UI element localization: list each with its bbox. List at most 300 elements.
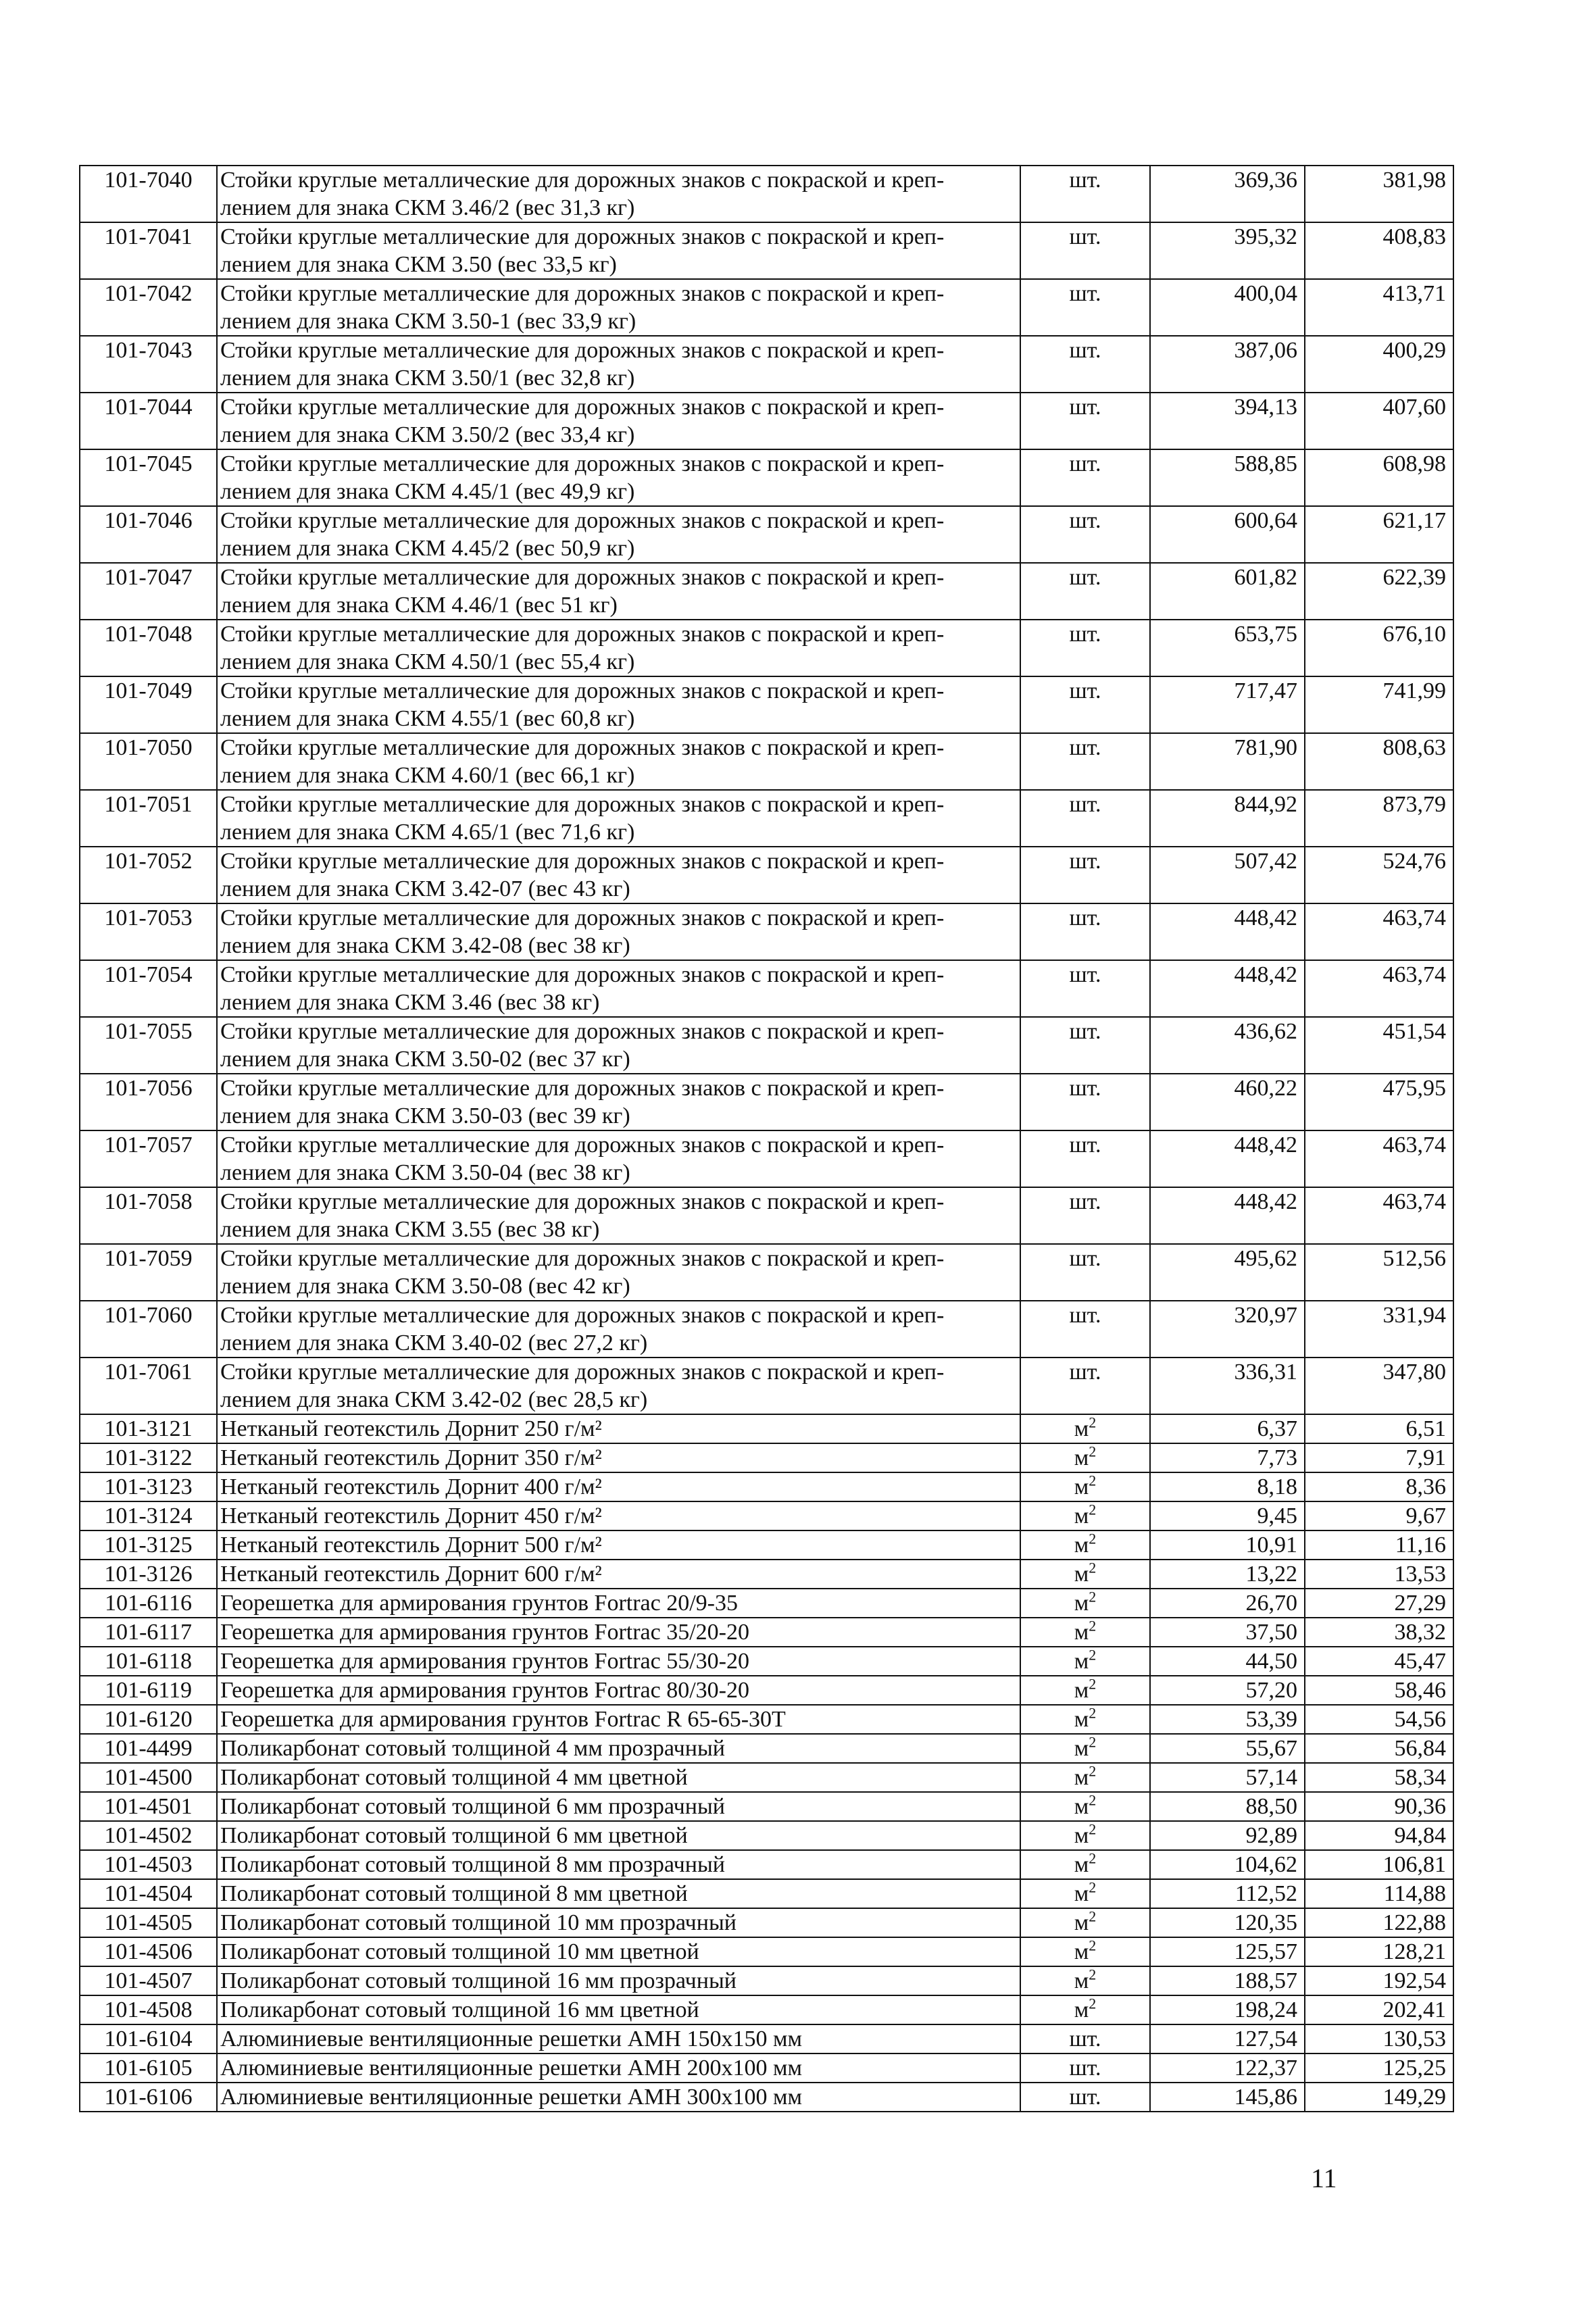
unit-label: шт. bbox=[1069, 2056, 1101, 2081]
item-description bbox=[217, 393, 1020, 449]
item-description bbox=[217, 2083, 1020, 2112]
unit-exponent: 2 bbox=[1089, 1850, 1097, 1867]
unit-label: м bbox=[1074, 1852, 1089, 1877]
table-row bbox=[80, 1130, 1453, 1187]
item-description bbox=[217, 790, 1020, 847]
description-line: Стойки круглые металлические для дорожных знаков с покраской и креп- bbox=[220, 1246, 945, 1271]
unit-exponent: 2 bbox=[1089, 1589, 1097, 1605]
table-row bbox=[80, 1763, 1453, 1792]
price-2: 347,80 bbox=[1305, 1358, 1453, 1414]
table-row bbox=[80, 1879, 1453, 1908]
description-line: лением для знака СКМ 3.42-08 (вес 38 кг) bbox=[220, 933, 630, 958]
price-2: 741,99 bbox=[1305, 676, 1453, 733]
price-2: 676,10 bbox=[1305, 620, 1453, 676]
price-2: 38,32 bbox=[1305, 1618, 1453, 1647]
price-1: 495,62 bbox=[1150, 1244, 1305, 1301]
item-code: 101-7061 bbox=[80, 1358, 217, 1414]
item-code: 101-4504 bbox=[80, 1879, 217, 1908]
description-line: Георешетка для армирования грунтов Fortrac R 65-65-30T bbox=[220, 1707, 786, 1732]
price-2: 524,76 bbox=[1305, 847, 1453, 903]
unit-label: шт. bbox=[1069, 224, 1101, 249]
item-description bbox=[217, 847, 1020, 903]
item-unit bbox=[1020, 449, 1150, 506]
item-description bbox=[217, 1589, 1020, 1618]
description-line: Стойки круглые металлические для дорожных знаков с покраской и креп- bbox=[220, 678, 945, 703]
item-code: 101-3124 bbox=[80, 1501, 217, 1530]
unit-label: шт. bbox=[1069, 792, 1101, 817]
price-table bbox=[79, 165, 1454, 2112]
price-1: 588,85 bbox=[1150, 449, 1305, 506]
item-code: 101-6120 bbox=[80, 1705, 217, 1734]
unit-label: м bbox=[1074, 1533, 1089, 1558]
price-1: 395,32 bbox=[1150, 222, 1305, 279]
price-2: 58,34 bbox=[1305, 1763, 1453, 1792]
unit-exponent: 2 bbox=[1089, 1734, 1097, 1751]
item-description bbox=[217, 1966, 1020, 1995]
description-line: Нетканый геотекстиль Дорнит 600 г/м² bbox=[220, 1562, 602, 1587]
item-code: 101-3125 bbox=[80, 1530, 217, 1560]
price-2: 407,60 bbox=[1305, 393, 1453, 449]
table-row bbox=[80, 847, 1453, 903]
item-description bbox=[217, 222, 1020, 279]
table-row bbox=[80, 166, 1453, 222]
price-1: 145,86 bbox=[1150, 2083, 1305, 2112]
item-code: 101-7053 bbox=[80, 903, 217, 960]
item-code: 101-6117 bbox=[80, 1618, 217, 1647]
price-1: 400,04 bbox=[1150, 279, 1305, 336]
description-line: лением для знака СКМ 3.46/2 (вес 31,3 кг) bbox=[220, 195, 635, 220]
page-number: 11 bbox=[1311, 2163, 1337, 2193]
item-code: 101-4503 bbox=[80, 1850, 217, 1879]
price-2: 873,79 bbox=[1305, 790, 1453, 847]
price-1: 436,62 bbox=[1150, 1017, 1305, 1074]
item-code: 101-7047 bbox=[80, 563, 217, 620]
unit-label: шт. bbox=[1069, 735, 1101, 760]
description-line: Стойки круглые металлические для дорожных знаков с покраской и креп- bbox=[220, 1360, 945, 1385]
item-description bbox=[217, 1074, 1020, 1130]
item-unit bbox=[1020, 1966, 1150, 1995]
unit-exponent: 2 bbox=[1089, 1879, 1097, 1896]
price-1: 26,70 bbox=[1150, 1589, 1305, 1618]
description-line: Алюминиевые вентиляционные решетки АМН 200х100 мм bbox=[220, 2056, 802, 2081]
price-2: 621,17 bbox=[1305, 506, 1453, 563]
item-code: 101-7051 bbox=[80, 790, 217, 847]
item-unit bbox=[1020, 1244, 1150, 1301]
table-row bbox=[80, 1358, 1453, 1414]
unit-exponent: 2 bbox=[1089, 1414, 1097, 1431]
unit-label: м bbox=[1074, 1997, 1089, 2022]
item-unit bbox=[1020, 1414, 1150, 1443]
item-description bbox=[217, 960, 1020, 1017]
item-unit bbox=[1020, 676, 1150, 733]
price-1: 387,06 bbox=[1150, 336, 1305, 393]
unit-exponent: 2 bbox=[1089, 1908, 1097, 1925]
price-2: 8,36 bbox=[1305, 1472, 1453, 1501]
item-description bbox=[217, 2024, 1020, 2053]
unit-label: м bbox=[1074, 1939, 1089, 1964]
unit-label: шт. bbox=[1069, 338, 1101, 363]
table-row bbox=[80, 1187, 1453, 1244]
table-row bbox=[80, 1937, 1453, 1966]
description-line: лением для знака СКМ 4.45/2 (вес 50,9 кг) bbox=[220, 536, 635, 561]
unit-exponent: 2 bbox=[1089, 1472, 1097, 1489]
item-description bbox=[217, 1879, 1020, 1908]
price-1: 844,92 bbox=[1150, 790, 1305, 847]
price-1: 112,52 bbox=[1150, 1879, 1305, 1908]
table-row bbox=[80, 1850, 1453, 1879]
price-2: 408,83 bbox=[1305, 222, 1453, 279]
description-line: лением для знака СКМ 3.50-04 (вес 38 кг) bbox=[220, 1160, 630, 1185]
description-line: Поликарбонат сотовый толщиной 4 мм цветной bbox=[220, 1765, 688, 1790]
price-1: 104,62 bbox=[1150, 1850, 1305, 1879]
item-code: 101-6116 bbox=[80, 1589, 217, 1618]
unit-label: шт. bbox=[1069, 565, 1101, 590]
price-1: 13,22 bbox=[1150, 1560, 1305, 1589]
item-description bbox=[217, 1501, 1020, 1530]
table-row bbox=[80, 1676, 1453, 1705]
description-line: Поликарбонат сотовый толщиной 6 мм прозрачный bbox=[220, 1794, 725, 1819]
unit-label: шт. bbox=[1069, 849, 1101, 874]
unit-label: шт. bbox=[1069, 2085, 1101, 2110]
price-2: 128,21 bbox=[1305, 1937, 1453, 1966]
item-description bbox=[217, 1618, 1020, 1647]
table-row bbox=[80, 1908, 1453, 1937]
description-line: Нетканый геотекстиль Дорнит 500 г/м² bbox=[220, 1533, 602, 1558]
price-1: 394,13 bbox=[1150, 393, 1305, 449]
price-1: 44,50 bbox=[1150, 1647, 1305, 1676]
description-line: лением для знака СКМ 3.40-02 (вес 27,2 кг) bbox=[220, 1330, 648, 1355]
table-row bbox=[80, 1472, 1453, 1501]
unit-label: шт. bbox=[1069, 1303, 1101, 1328]
table-row bbox=[80, 1074, 1453, 1130]
item-code: 101-3123 bbox=[80, 1472, 217, 1501]
item-code: 101-4508 bbox=[80, 1995, 217, 2024]
description-line: Алюминиевые вентиляционные решетки АМН 300х100 мм bbox=[220, 2085, 802, 2110]
price-2: 11,16 bbox=[1305, 1530, 1453, 1560]
item-description bbox=[217, 1560, 1020, 1589]
unit-label: м bbox=[1074, 1678, 1089, 1703]
description-line: лением для знака СКМ 4.45/1 (вес 49,9 кг) bbox=[220, 479, 635, 504]
item-unit bbox=[1020, 166, 1150, 222]
unit-label: м bbox=[1074, 1736, 1089, 1761]
description-line: Поликарбонат сотовый толщиной 10 мм цветной bbox=[220, 1939, 699, 1964]
item-code: 101-7060 bbox=[80, 1301, 217, 1358]
table-row bbox=[80, 1966, 1453, 1995]
price-table-body bbox=[80, 166, 1453, 2112]
item-description bbox=[217, 449, 1020, 506]
price-1: 37,50 bbox=[1150, 1618, 1305, 1647]
item-description bbox=[217, 1244, 1020, 1301]
item-code: 101-7049 bbox=[80, 676, 217, 733]
unit-label: м bbox=[1074, 1620, 1089, 1645]
item-description bbox=[217, 1734, 1020, 1763]
item-unit bbox=[1020, 2053, 1150, 2083]
description-line: Нетканый геотекстиль Дорнит 400 г/м² bbox=[220, 1474, 602, 1499]
unit-exponent: 2 bbox=[1089, 1995, 1097, 2012]
price-2: 451,54 bbox=[1305, 1017, 1453, 1074]
unit-exponent: 2 bbox=[1089, 1763, 1097, 1780]
description-line: Стойки круглые металлические для дорожных знаков с покраской и креп- bbox=[220, 395, 945, 420]
item-code: 101-7056 bbox=[80, 1074, 217, 1130]
item-description bbox=[217, 1443, 1020, 1472]
table-row bbox=[80, 1705, 1453, 1734]
unit-exponent: 2 bbox=[1089, 1792, 1097, 1809]
price-2: 125,25 bbox=[1305, 2053, 1453, 2083]
price-2: 463,74 bbox=[1305, 960, 1453, 1017]
description-line: лением для знака СКМ 3.42-07 (вес 43 кг) bbox=[220, 876, 630, 901]
price-1: 653,75 bbox=[1150, 620, 1305, 676]
item-unit bbox=[1020, 1560, 1150, 1589]
item-code: 101-7059 bbox=[80, 1244, 217, 1301]
unit-label: м bbox=[1074, 1823, 1089, 1848]
description-line: лением для знака СКМ 4.46/1 (вес 51 кг) bbox=[220, 593, 618, 618]
table-row bbox=[80, 1647, 1453, 1676]
price-2: 475,95 bbox=[1305, 1074, 1453, 1130]
price-1: 92,89 bbox=[1150, 1821, 1305, 1850]
price-2: 463,74 bbox=[1305, 1130, 1453, 1187]
item-unit bbox=[1020, 903, 1150, 960]
unit-label: шт. bbox=[1069, 395, 1101, 420]
table-row bbox=[80, 1017, 1453, 1074]
unit-label: шт. bbox=[1069, 508, 1101, 533]
item-description bbox=[217, 676, 1020, 733]
item-code: 101-6118 bbox=[80, 1647, 217, 1676]
item-unit bbox=[1020, 1443, 1150, 1472]
unit-label: шт. bbox=[1069, 1132, 1101, 1158]
unit-exponent: 2 bbox=[1089, 1618, 1097, 1635]
unit-label: м bbox=[1074, 1881, 1089, 1906]
table-row bbox=[80, 279, 1453, 336]
table-row bbox=[80, 1443, 1453, 1472]
item-code: 101-7042 bbox=[80, 279, 217, 336]
item-description bbox=[217, 2053, 1020, 2083]
table-row bbox=[80, 733, 1453, 790]
item-unit bbox=[1020, 1937, 1150, 1966]
price-1: 460,22 bbox=[1150, 1074, 1305, 1130]
item-unit bbox=[1020, 1301, 1150, 1358]
item-code: 101-7048 bbox=[80, 620, 217, 676]
item-description bbox=[217, 1187, 1020, 1244]
description-line: Нетканый геотекстиль Дорнит 450 г/м² bbox=[220, 1503, 602, 1528]
price-1: 8,18 bbox=[1150, 1472, 1305, 1501]
price-1: 601,82 bbox=[1150, 563, 1305, 620]
price-2: 463,74 bbox=[1305, 1187, 1453, 1244]
item-unit bbox=[1020, 1792, 1150, 1821]
unit-label: шт. bbox=[1069, 1076, 1101, 1101]
unit-label: шт. bbox=[1069, 1360, 1101, 1385]
unit-label: м bbox=[1074, 1910, 1089, 1935]
item-unit bbox=[1020, 1995, 1150, 2024]
item-code: 101-7050 bbox=[80, 733, 217, 790]
item-code: 101-7057 bbox=[80, 1130, 217, 1187]
item-code: 101-3122 bbox=[80, 1443, 217, 1472]
item-description bbox=[217, 1850, 1020, 1879]
table-row bbox=[80, 676, 1453, 733]
description-line: Стойки круглые металлические для дорожных знаков с покраской и креп- bbox=[220, 565, 945, 590]
price-1: 6,37 bbox=[1150, 1414, 1305, 1443]
table-row bbox=[80, 2053, 1453, 2083]
price-2: 400,29 bbox=[1305, 336, 1453, 393]
table-row bbox=[80, 1301, 1453, 1358]
item-code: 101-6104 bbox=[80, 2024, 217, 2053]
description-line: Стойки круглые металлические для дорожных знаков с покраской и креп- bbox=[220, 905, 945, 930]
item-description bbox=[217, 166, 1020, 222]
item-unit bbox=[1020, 1501, 1150, 1530]
unit-label: шт. bbox=[1069, 962, 1101, 987]
item-code: 101-4501 bbox=[80, 1792, 217, 1821]
unit-exponent: 2 bbox=[1089, 1443, 1097, 1460]
item-unit bbox=[1020, 1705, 1150, 1734]
price-2: 56,84 bbox=[1305, 1734, 1453, 1763]
unit-label: м bbox=[1074, 1649, 1089, 1674]
table-row bbox=[80, 506, 1453, 563]
description-line: Георешетка для армирования грунтов Fortrac 20/9-35 bbox=[220, 1591, 738, 1616]
item-code: 101-7045 bbox=[80, 449, 217, 506]
price-2: 7,91 bbox=[1305, 1443, 1453, 1472]
table-row bbox=[80, 222, 1453, 279]
item-description bbox=[217, 1705, 1020, 1734]
item-description bbox=[217, 1937, 1020, 1966]
description-line: Поликарбонат сотовый толщиной 10 мм прозрачный bbox=[220, 1910, 737, 1935]
price-2: 130,53 bbox=[1305, 2024, 1453, 2053]
price-1: 448,42 bbox=[1150, 903, 1305, 960]
price-2: 106,81 bbox=[1305, 1850, 1453, 1879]
item-code: 101-4505 bbox=[80, 1908, 217, 1937]
item-description bbox=[217, 1821, 1020, 1850]
item-unit bbox=[1020, 733, 1150, 790]
item-unit bbox=[1020, 1530, 1150, 1560]
table-row bbox=[80, 1618, 1453, 1647]
unit-label: м bbox=[1074, 1794, 1089, 1819]
description-line: лением для знака СКМ 3.46 (вес 38 кг) bbox=[220, 990, 600, 1015]
description-line: Поликарбонат сотовый толщиной 16 мм прозрачный bbox=[220, 1968, 737, 1993]
item-unit bbox=[1020, 336, 1150, 393]
item-code: 101-7055 bbox=[80, 1017, 217, 1074]
price-2: 122,88 bbox=[1305, 1908, 1453, 1937]
item-code: 101-7043 bbox=[80, 336, 217, 393]
description-line: Стойки круглые металлические для дорожных знаков с покраской и креп- bbox=[220, 1132, 945, 1158]
price-1: 188,57 bbox=[1150, 1966, 1305, 1995]
item-description bbox=[217, 336, 1020, 393]
unit-label: м bbox=[1074, 1503, 1089, 1528]
item-unit bbox=[1020, 1850, 1150, 1879]
description-line: Поликарбонат сотовый толщиной 16 мм цветной bbox=[220, 1997, 699, 2022]
price-1: 781,90 bbox=[1150, 733, 1305, 790]
price-1: 9,45 bbox=[1150, 1501, 1305, 1530]
unit-exponent: 2 bbox=[1089, 1501, 1097, 1518]
description-line: лением для знака СКМ 3.50-03 (вес 39 кг) bbox=[220, 1103, 630, 1128]
item-description bbox=[217, 279, 1020, 336]
price-2: 463,74 bbox=[1305, 903, 1453, 960]
price-1: 122,37 bbox=[1150, 2053, 1305, 2083]
item-description bbox=[217, 1792, 1020, 1821]
item-unit bbox=[1020, 620, 1150, 676]
description-line: Алюминиевые вентиляционные решетки АМН 150х150 мм bbox=[220, 2026, 802, 2051]
item-code: 101-4500 bbox=[80, 1763, 217, 1792]
description-line: лением для знака СКМ 3.50/2 (вес 33,4 кг) bbox=[220, 422, 635, 447]
item-description bbox=[217, 1414, 1020, 1443]
unit-exponent: 2 bbox=[1089, 1705, 1097, 1722]
price-1: 336,31 bbox=[1150, 1358, 1305, 1414]
price-1: 88,50 bbox=[1150, 1792, 1305, 1821]
item-code: 101-4499 bbox=[80, 1734, 217, 1763]
price-1: 507,42 bbox=[1150, 847, 1305, 903]
price-1: 320,97 bbox=[1150, 1301, 1305, 1358]
table-row bbox=[80, 1821, 1453, 1850]
price-1: 448,42 bbox=[1150, 1130, 1305, 1187]
table-row bbox=[80, 563, 1453, 620]
description-line: Поликарбонат сотовый толщиной 8 мм цветной bbox=[220, 1881, 688, 1906]
unit-exponent: 2 bbox=[1089, 1647, 1097, 1664]
description-line: Георешетка для армирования грунтов Fortrac 35/20-20 bbox=[220, 1620, 749, 1645]
unit-label: шт. bbox=[1069, 1246, 1101, 1271]
price-1: 57,14 bbox=[1150, 1763, 1305, 1792]
price-2: 13,53 bbox=[1305, 1560, 1453, 1589]
description-line: Поликарбонат сотовый толщиной 6 мм цветной bbox=[220, 1823, 688, 1848]
price-1: 717,47 bbox=[1150, 676, 1305, 733]
unit-label: шт. bbox=[1069, 281, 1101, 306]
item-unit bbox=[1020, 393, 1150, 449]
table-row bbox=[80, 1560, 1453, 1589]
description-line: лением для знака СКМ 4.65/1 (вес 71,6 кг) bbox=[220, 820, 635, 845]
description-line: Стойки круглые металлические для дорожных знаков с покраской и креп- bbox=[220, 224, 945, 249]
item-unit bbox=[1020, 1017, 1150, 1074]
item-code: 101-6119 bbox=[80, 1676, 217, 1705]
description-line: Поликарбонат сотовый толщиной 4 мм прозрачный bbox=[220, 1736, 725, 1761]
price-2: 54,56 bbox=[1305, 1705, 1453, 1734]
item-description bbox=[217, 1763, 1020, 1792]
unit-label: шт. bbox=[1069, 622, 1101, 647]
description-line: лением для знака СКМ 3.50-08 (вес 42 кг) bbox=[220, 1274, 630, 1299]
price-2: 94,84 bbox=[1305, 1821, 1453, 1850]
price-1: 57,20 bbox=[1150, 1676, 1305, 1705]
unit-label: шт. bbox=[1069, 905, 1101, 930]
item-description bbox=[217, 620, 1020, 676]
description-line: лением для знака СКМ 3.55 (вес 38 кг) bbox=[220, 1217, 600, 1242]
item-unit bbox=[1020, 1821, 1150, 1850]
unit-label: шт. bbox=[1069, 2026, 1101, 2051]
item-code: 101-6106 bbox=[80, 2083, 217, 2112]
table-row bbox=[80, 1792, 1453, 1821]
item-unit bbox=[1020, 1734, 1150, 1763]
item-unit bbox=[1020, 1589, 1150, 1618]
item-description bbox=[217, 1676, 1020, 1705]
item-unit bbox=[1020, 1187, 1150, 1244]
price-1: 600,64 bbox=[1150, 506, 1305, 563]
price-2: 114,88 bbox=[1305, 1879, 1453, 1908]
item-code: 101-3121 bbox=[80, 1414, 217, 1443]
price-2: 9,67 bbox=[1305, 1501, 1453, 1530]
description-line: Нетканый геотекстиль Дорнит 250 г/м² bbox=[220, 1416, 602, 1441]
item-unit bbox=[1020, 1908, 1150, 1937]
unit-label: м bbox=[1074, 1765, 1089, 1790]
item-code: 101-4502 bbox=[80, 1821, 217, 1850]
item-unit bbox=[1020, 1676, 1150, 1705]
price-1: 7,73 bbox=[1150, 1443, 1305, 1472]
description-line: Стойки круглые металлические для дорожных знаков с покраской и креп- bbox=[220, 622, 945, 647]
price-2: 58,46 bbox=[1305, 1676, 1453, 1705]
item-code: 101-4506 bbox=[80, 1937, 217, 1966]
item-code: 101-3126 bbox=[80, 1560, 217, 1589]
description-line: лением для знака СКМ 3.50-02 (вес 37 кг) bbox=[220, 1047, 630, 1072]
unit-label: шт. bbox=[1069, 1019, 1101, 1044]
item-unit bbox=[1020, 2083, 1150, 2112]
price-2: 45,47 bbox=[1305, 1647, 1453, 1676]
description-line: Стойки круглые металлические для дорожных знаков с покраской и креп- bbox=[220, 508, 945, 533]
unit-label: м bbox=[1074, 1474, 1089, 1499]
price-2: 6,51 bbox=[1305, 1414, 1453, 1443]
price-2: 90,36 bbox=[1305, 1792, 1453, 1821]
